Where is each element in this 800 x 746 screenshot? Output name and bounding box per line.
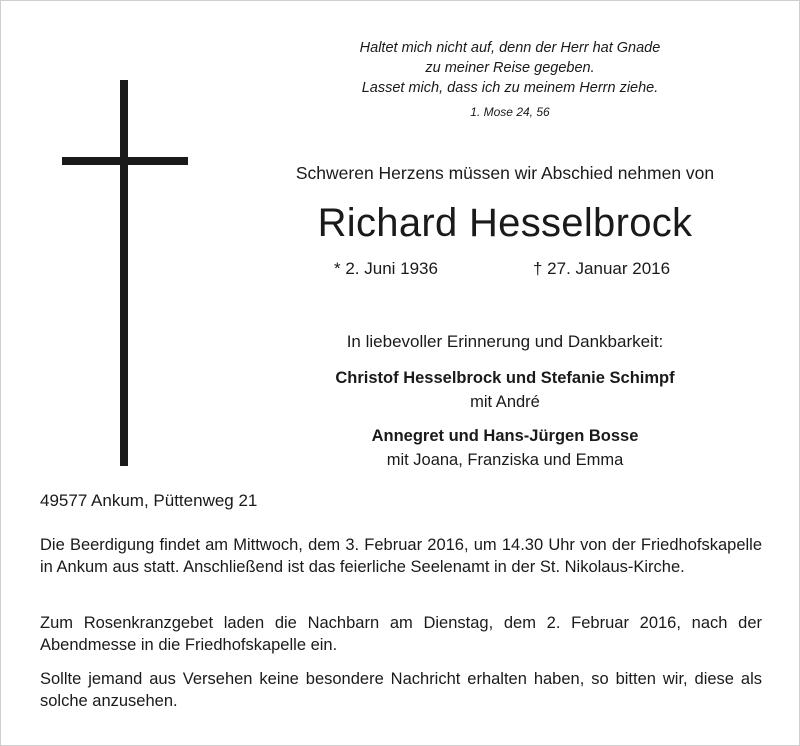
intro-text: Schweren Herzens müssen wir Abschied nehmen von: [295, 163, 715, 183]
bible-verse: [290, 38, 730, 98]
notice-paragraph: Sollte jemand aus Versehen keine besondere Nachricht erhalten haben, so bitten wir, diese als solche anzusehen.: [40, 670, 762, 710]
verse-line: Lasset mich, dass ich zu meinem Herrn ziehe.: [361, 80, 659, 96]
memory-heading: In liebevoller Erinnerung und Dankbarkeit:: [346, 332, 664, 351]
mourner-group: [240, 424, 770, 472]
verse-reference: 1. Mose 24, 56: [470, 105, 550, 119]
cross-vertical-bar: [120, 80, 128, 466]
funeral-info-paragraph: Die Beerdigung findet am Mittwoch, dem 3. Februar 2016, um 14.30 Uhr von der Friedhofskapelle in Ankum aus statt. Anschließend ist das feierliche Seelenamt in der St. Nikolaus-Kirche.: [40, 536, 762, 576]
mourner-names: Annegret und Hans-Jürgen Bosse: [371, 427, 639, 445]
verse-line: zu meiner Reise gegeben.: [425, 60, 595, 76]
death-date: † 27. Januar 2016: [533, 259, 671, 278]
cross-icon: [62, 80, 188, 466]
cross-horizontal-bar: [62, 157, 188, 165]
rosary-info-paragraph: Zum Rosenkranzgebet laden die Nachbarn am Dienstag, dem 2. Februar 2016, nach der Abendmesse in die Friedhofskapelle ein.: [40, 614, 762, 654]
address: 49577 Ankum, Püttenweg 21: [40, 491, 258, 510]
mourner-names: Christof Hesselbrock und Stefanie Schimpf: [335, 369, 675, 387]
deceased-name: Richard Hesselbrock: [317, 201, 693, 245]
verse-line: Haltet mich nicht auf, denn der Herr hat Gnade: [359, 40, 661, 56]
mourner-subline: mit André: [470, 393, 540, 411]
birth-date: * 2. Juni 1936: [334, 259, 438, 278]
mourner-subline: mit Joana, Franziska und Emma: [386, 451, 624, 469]
mourner-group: [240, 366, 770, 414]
